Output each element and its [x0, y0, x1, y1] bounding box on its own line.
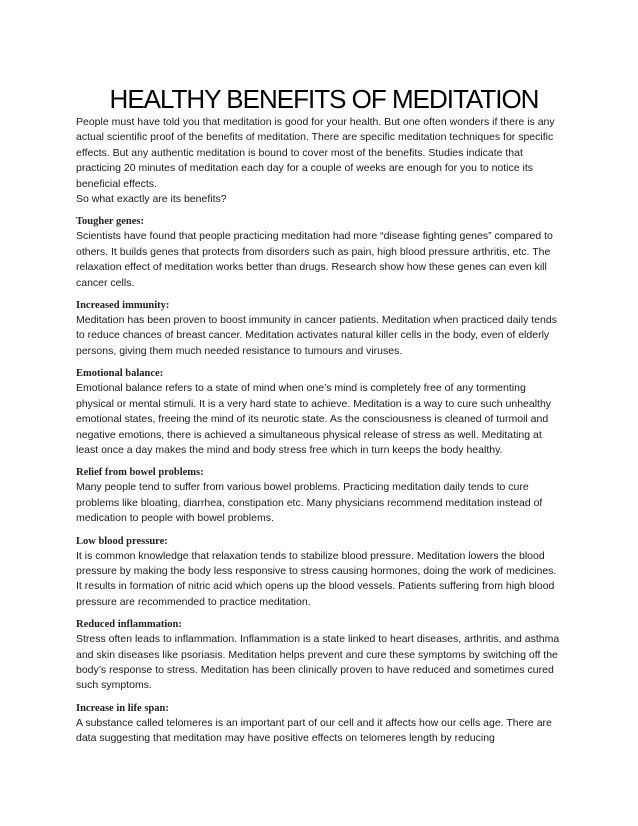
section-tougher-genes [76, 214, 560, 291]
question-paragraph: So what exactly are its benefits? [76, 193, 227, 206]
section-heading: Reduced inflammation: [76, 619, 182, 631]
section-text: Many people tend to suffer from various bowel problems. Practicing meditation daily tends to cure problems like bloating, diarrhea, constipation etc. Many physicians recommend meditation instead of medication to people with bowel problems. [76, 481, 543, 525]
section-heading: Low blood pressure: [76, 535, 168, 547]
section-heading: Tougher genes: [76, 216, 144, 228]
section-text: Stress often leads to inflammation. Inflammation is a state linked to heart diseases, arthritis, and asthma and skin diseases like psoriasis. Meditation helps prevent and cure these symptoms by switching off the body’s response to stress. Meditation has been clinically proven to have reduced and sometimes cured such symptoms. [76, 633, 560, 692]
section-text: Meditation has been proven to boost immunity in cancer patients. Meditation when practiced daily tends to reduce chances of breast cancer. Meditation activates natural killer cells in the body, even of elderly persons, giving them much needed resistance to tumours and viruses. [76, 314, 557, 357]
intro-paragraph: People must have told you that meditation is good for your health. But one often wonders if there is any actual scientific proof of the benefits of meditation. There are specific meditation techniques for specific effects. But any authentic meditation is bound to cover most of the benefits. Studies indicate that practicing 20 minutes of meditation each day for a couple of weeks are enough for you to notice its beneficial effects. [76, 116, 555, 190]
section-increased-immunity [76, 298, 560, 359]
section-heading: Relief from bowel problems: [76, 467, 204, 479]
section-text: It is common knowledge that relaxation tends to stabilize blood pressure. Meditation lowers the blood pressure by making the body less responsive to stress causing hormones, doing the work of medicines. It results in formation of nitric acid which opens up the blood vessels. Patients suffering from high blood pressure are recommended to practice meditation. [76, 549, 557, 608]
document-title: HEALTHY BENEFITS OF MEDITATION [109, 84, 539, 114]
section-heading: Increase in life span: [76, 702, 169, 714]
section-text: A substance called telomeres is an important part of our cell and it affects how our cells age. There are data suggesting that meditation may have positive effects on telomeres length by reducing [76, 716, 552, 745]
section-text: Emotional balance refers to a state of mind when one’s mind is completely free of any tormenting physical or mental stimuli. It is a very hard state to achieve. Meditation is a way to cure such unhealthy emotional states, freeing the mind of its neurotic state. As the consciousness is cleaned of turmoil and negative emotions, there is achieved a simultaneous physical release of stress as well. Meditating at least once a day makes the mind and body stress free which in turn keeps the body healthy. [76, 382, 552, 456]
section-low-blood-pressure [76, 534, 560, 611]
section-heading: Emotional balance: [76, 368, 164, 380]
section-heading: Increased immunity: [76, 300, 170, 312]
section-emotional-balance [76, 366, 560, 458]
section-life-span [76, 701, 560, 747]
section-text: Scientists have found that people practicing meditation had more “disease fighting genes” compared to others. It builds genes that protects from disorders such as pain, high blood pressure arthritis, etc. The relaxation effect of meditation works better than drugs. Research show how these genes can even kill cancer cells. [76, 230, 553, 289]
section-reduced-inflammation [76, 617, 560, 694]
section-bowel-relief [76, 465, 560, 526]
